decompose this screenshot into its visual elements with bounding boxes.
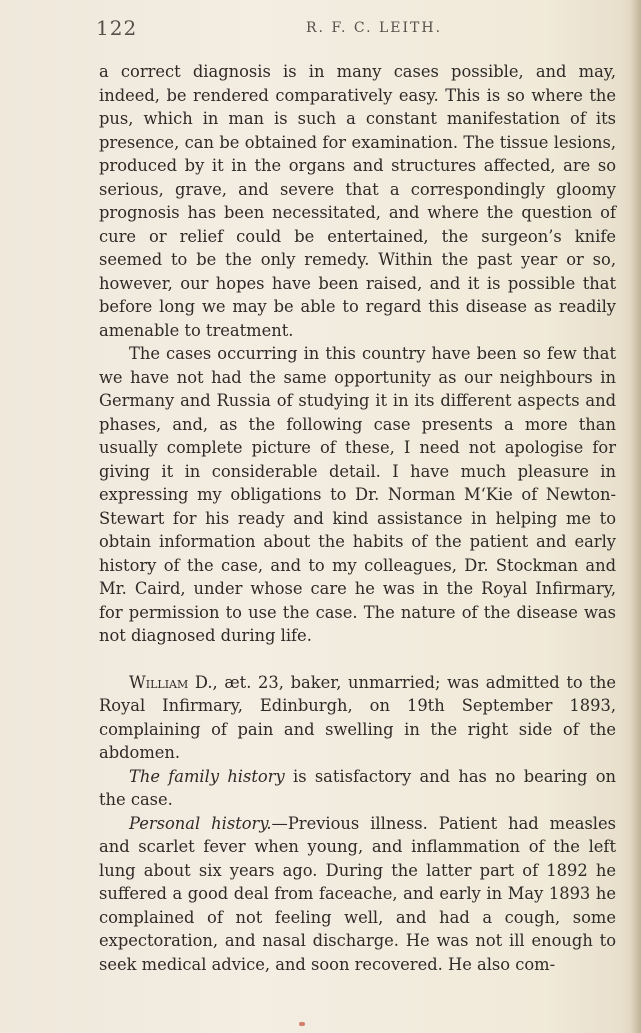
paragraph-case-intro: [99, 671, 616, 765]
ink-spot: [299, 1022, 305, 1026]
family-history-label: The family history: [129, 766, 285, 786]
case-intro-text: æt. 23, baker, unmarried; was admitted to the Royal Infirmary, Edinburgh, on 19th September 1893, complaining of pain and swelling in the right side of the abdomen.: [99, 672, 616, 762]
page-header: [96, 16, 536, 46]
paragraph-family-history: [99, 765, 616, 812]
paragraph-cases: The cases occurring in this country have been so few that we have not had the same opportunity as our neighbours in Germany and Russia of studying it in its different aspects and phases, and, as the following case presents a more than usually complete picture of these, I need not apologise for giving it in considerable detail. I have much pleasure in expressing my obligations to Dr. Norman M‘Kie of Newton-Stewart for his ready and kind assistance in helping me to obtain information about the habits of the patient and early history of the case, and to my colleagues, Dr. Stockman and Mr. Caird, under whose care he was in the Royal Infirmary, for permission to use the case. The nature of the disease was not diagnosed during life.: [99, 344, 616, 645]
family-history-text: is satisfactory and has no bearing on the case.: [99, 766, 616, 809]
running-head: R. F. C. LEITH.: [306, 20, 443, 36]
case-patient-name: William D.,: [129, 672, 218, 692]
page-edge-shadow: [631, 0, 641, 1033]
personal-history-text: —Previous illness. Patient had measles and scarlet fever when young, and inflammation of the left lung about six years ago. During the latter part of 1892 he suffered a good deal from faceache, and early in May 1893 he complained of not feeling well, and had a cough, some expectoration, and nasal discharge. He was not ill enough to seek medical advice, and soon recovered. He also com-: [99, 813, 616, 974]
page-number: 122: [96, 16, 138, 40]
paragraph-diagnosis: a correct diagnosis is in many cases possible, and may, indeed, be rendered comparatively easy. This is so where the pus, which in man is such a constant manifestation of its presence, can be obtained for examination. The tissue lesions, produced by it in the organs and structures affected, are so serious, grave, and severe that a correspondingly gloomy prognosis has been necessitated, and where the question of cure or relief could be entertained, the surgeon’s knife seemed to be the only remedy. Within the past year or so, however, our hopes have been raised, and it is possible that before long we may be able to regard this disease as readily amenable to treatment.: [99, 62, 616, 340]
paragraph-personal-history: [99, 812, 616, 977]
body-text: [99, 60, 616, 976]
personal-history-label: Personal history.: [129, 813, 272, 833]
section-gap: [99, 648, 616, 671]
